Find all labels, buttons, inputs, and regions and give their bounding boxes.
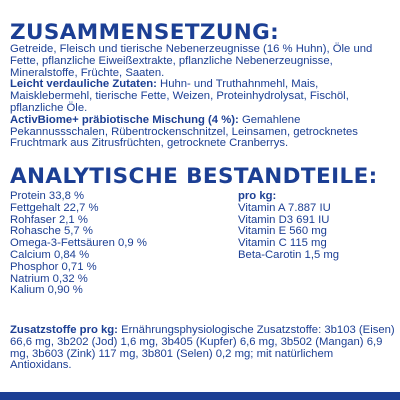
activbiome-text: Gemahlene Pekannussschalen, Rübentrockenschnitzel, Leinsamen, getrocknetes Fruchtmark aus Zitrusfrüchten, getrocknete Cranberrys. <box>10 113 358 150</box>
footer-band <box>0 392 400 400</box>
additives-content: Ernährungsphysiologische Zusatzstoffe: 3b103 (Eisen) 66,6 mg, 3b202 (Jod) 1,6 mg, 3b405 (Kupfer) 6,6 mg, 3b502 (Mangan) 6,9 mg, 3b603 (Zink) 117 mg, 3b801 (Selen) 0,2 mg; mit natürlichem Antioxidans. <box>10 324 395 372</box>
nutrient-item: Rohfaser 2,1 % <box>10 213 88 226</box>
nutrient-item: Kalium 0,90 % <box>10 284 83 297</box>
digestible-label: Leicht verdauliche Zutaten: <box>10 78 157 91</box>
analysis-heading: ANALYTISCHE BESTANDTEILE: <box>10 164 378 189</box>
nutrient-item: Omega-3-Fettsäuren 0,9 % <box>10 237 147 250</box>
vitamin-list <box>238 191 398 262</box>
vitamin-item: Vitamin A 7.887 IU <box>238 201 331 214</box>
additives-text <box>10 325 396 372</box>
vitamin-item: Vitamin C 115 mg <box>238 237 327 250</box>
nutrient-item: Natrium 0,32 % <box>10 272 88 285</box>
nutrient-item: Calcium 0,84 % <box>10 248 90 261</box>
vitamin-item: Vitamin D3 691 IU <box>238 213 330 226</box>
nutrient-item: Fettgehalt 22,7 % <box>10 201 99 214</box>
additives-label: Zusatzstoffe pro kg: <box>10 324 118 336</box>
nutrient-item: Protein 33,8 % <box>10 190 85 202</box>
nutrient-item: Rohasche 5,7 % <box>10 225 93 238</box>
composition-heading: ZUSAMMENSETZUNG: <box>10 20 280 45</box>
vitamin-item: Beta-Carotin 1,5 mg <box>238 248 340 261</box>
ingredients-text: Getreide, Fleisch und tierische Nebenerzeugnisse (16 % Huhn), Öle und Fette, pflanzliche Eiweißextrakte, pflanzliche Nebenerzeugnisse, Mineralstoffe, Früchte, Saaten. <box>10 43 373 79</box>
activbiome-label: ActivBiome+ präbiotische Mischung (4 %): <box>10 113 239 126</box>
nutrient-list <box>10 191 210 297</box>
per-kg-title: pro kg: <box>238 190 277 202</box>
digestible-text: Huhn- und Truthahnmehl, Mais, Maisklebermehl, tierische Fette, Weizen, Proteinhydrolysat, Fischöl, pflanzliche Öle. <box>10 78 349 114</box>
composition-text <box>10 44 396 150</box>
vitamin-item: Vitamin E 560 mg <box>238 225 327 238</box>
nutrient-item: Phosphor 0,71 % <box>10 260 97 273</box>
